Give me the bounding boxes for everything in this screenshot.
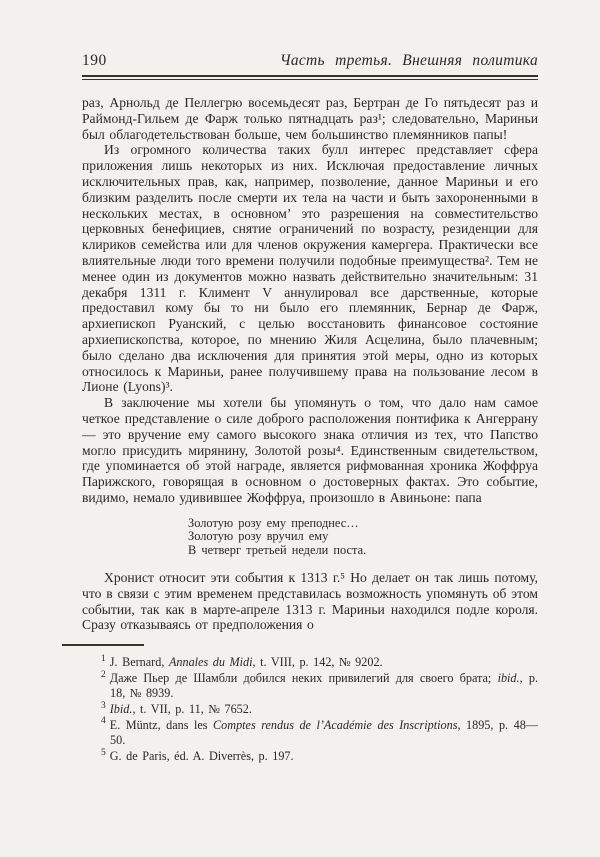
verse-line: Золотую розу вручил ему [188, 529, 329, 544]
footnote-text-italic: ibid. [497, 670, 520, 685]
page-number: 190 [82, 52, 107, 69]
footnote [82, 671, 538, 702]
verse-quotation [188, 517, 538, 557]
paragraph: Хронист относит эти события к 1313 г.⁵ Но делает он так лишь потому, что в связи с этим временем представилась возможность упомянуть об этом событии, так как в марте-апреле 1313 г. Мариньи находился подле короля. Сразу отказываясь от предположения о [82, 569, 538, 633]
footnote-text-italic: Ibid. [109, 701, 133, 716]
footnotes [82, 655, 538, 764]
footnote-text: , t. VIII, p. 142, № 9202. [252, 655, 383, 670]
verse-line: В четверг третьей недели поста. [188, 542, 367, 557]
footnote [82, 655, 538, 671]
verse-line: Золотую розу ему преподнес… [188, 515, 359, 530]
header-rule [82, 75, 538, 80]
paragraph: Из огромного количества таких булл интерес представляет сфера приложения лишь некоторых из них. Исключая предоставление личных исключительных прав, как, например, позволение, данное Мариньи и его близким разделить после смерти их тела на части и быть захороненными в нескольких местах, в основном’ это разрешения на совместительство церковных бенефициев, снятие ограничений по возрасту, резиденции для клириков семейства или для членов окружения камергера. Практически все влиятельные люди того времени получили подобные преимущества². Тем не менее один из документов можно назвать действительно значительным: 31 декабря 1311 г. Климент V аннулировал все дарственные, которые предоставил кому бы то ни было его племянник, Бернар де Фарж, архиепископ Руанский, с целью восстановить финансовое состояние архиепископства, которое, по мнению Жиля Асцелина, было плачевным; было сделано два исключения для принятия этой меры, одно из которых относилось к Мариньи, ранее получившему права на пользование лесом в Лионе (Lyons)³. [82, 142, 538, 395]
footnote-text: , 1895, p. 48—50. [110, 717, 538, 748]
footnote-text: E. Müntz, dans les [109, 717, 214, 732]
running-title: Часть третья. Внешняя политика [279, 52, 538, 69]
footnote-text: , t. VII, p. 11, № 7652. [132, 701, 252, 716]
footnote [82, 718, 538, 749]
footnote-number: 3 [101, 700, 106, 711]
footnote-separator-rule [62, 644, 144, 646]
footnote [82, 749, 538, 765]
footnote-text: J. Bernard, [109, 655, 169, 670]
footnote-text-italic: Annales du Midi [168, 655, 253, 670]
footnote-text: , p. 18, № 8939. [110, 670, 539, 701]
footnote-number: 2 [101, 669, 106, 680]
footnote-number: 1 [101, 654, 106, 665]
footnote-number: 4 [101, 716, 106, 727]
footnote-text: Даже Пьер де Шамбли добился неких привилегий для своего брата; [109, 670, 498, 685]
footnote-number: 5 [101, 747, 106, 758]
footnote-text-italic: Comptes rendus de l’Académie des Inscriptions [213, 717, 458, 732]
paragraph: В заключение мы хотели бы упомянуть о том, что дало нам самое четкое представление о силе доброго расположения понтифика к Ангеррану — это вручение ему самого высокого знака отличия из тех, что Папство могло присудить мирянину, Золотой розы⁴. Единственным свидетельством, где упоминается об этой награде, является рифмованная хроника Жоффруа Парижского, говорящая в основном о достоверных фактах. Это событие, видимо, немало удивившее Жоффруа, произошло в Авиньоне: папа [82, 395, 538, 505]
page-header [82, 52, 538, 70]
paragraph: раз, Арнольд де Пеллегрю восемьдесят раз, Бертран де Го пятьдесят раз и Раймонд-Гильем де Фарж только пятнадцать раз¹; следовательно, Мариньи был облагодетельствован больше, чем большинство племянников папы! [82, 95, 538, 142]
footnote-text: G. de Paris, éd. A. Diverrès, p. 197. [109, 748, 294, 763]
body-text [82, 95, 538, 633]
footnote [82, 702, 538, 718]
